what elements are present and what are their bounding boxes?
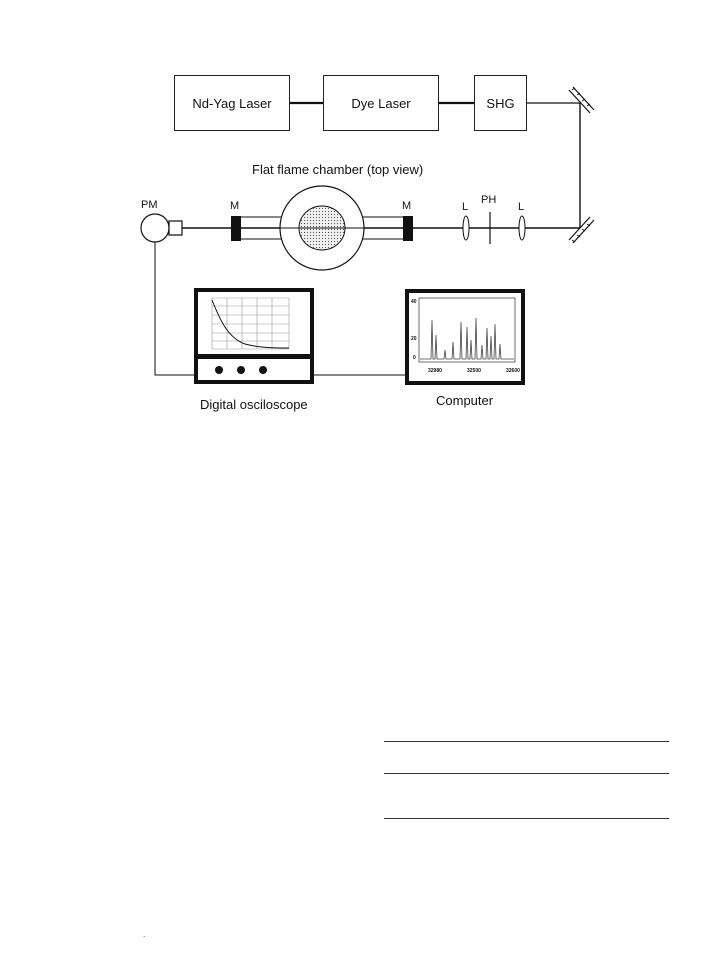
chamber-mirror-right [403, 216, 413, 241]
table-rule-bottom [384, 818, 669, 819]
table-rule-top [384, 741, 669, 742]
spectrum-x-tick: 32600 [506, 368, 520, 374]
oscilloscope-knob-2 [237, 366, 245, 374]
chamber-mirror-left [231, 216, 241, 241]
ndyag-laser-label: Nd-Yag Laser [192, 95, 272, 111]
spectrum-x-tick: 32500 [467, 368, 481, 374]
photomultiplier [141, 214, 169, 242]
spectrum-x-tick: 32980 [428, 368, 442, 374]
lens-1-label: L [462, 201, 469, 213]
mirror-right-label: M [402, 200, 412, 212]
footer-mark: . [143, 930, 146, 939]
photomultiplier-window [169, 221, 182, 235]
oscilloscope-knob-1 [215, 366, 223, 374]
computer-caption: Computer [436, 393, 494, 408]
oscilloscope-knob-3 [259, 366, 267, 374]
lens-2-label: L [518, 201, 525, 213]
table-rule-middle [384, 773, 669, 774]
lens-2 [519, 216, 525, 240]
lens-1 [463, 216, 469, 240]
mirror-left-label: M [230, 200, 240, 212]
dye-laser-label: Dye Laser [351, 95, 411, 111]
spectrum-y-tick: 40 [411, 299, 417, 305]
pinhole-label: PH [481, 194, 497, 206]
steering-mirror-bottom [569, 217, 594, 243]
oscilloscope [194, 288, 314, 384]
steering-mirror-top [569, 87, 594, 113]
oscilloscope-caption: Digital osciloscope [200, 397, 308, 412]
shg-label: SHG [486, 95, 515, 111]
pm-label: PM [141, 199, 158, 211]
signal-cable-pm [155, 242, 194, 375]
spectrum-y-tick: 0 [413, 355, 416, 361]
chamber-title: Flat flame chamber (top view) [252, 162, 424, 177]
spectrum-y-tick: 20 [411, 336, 417, 342]
